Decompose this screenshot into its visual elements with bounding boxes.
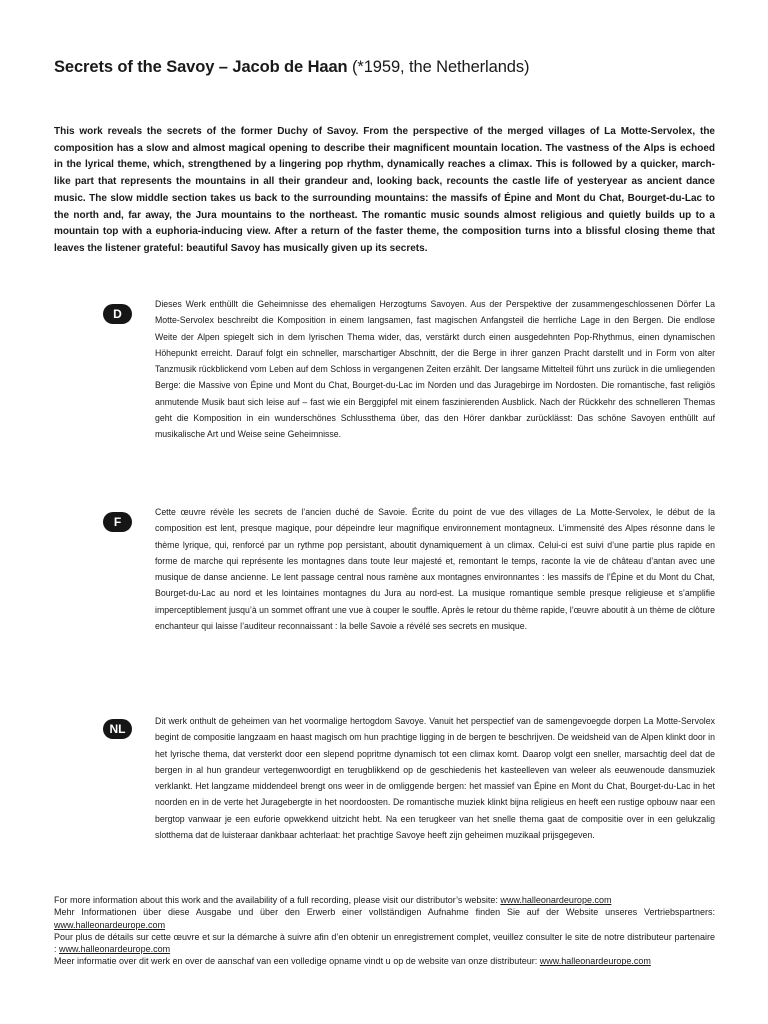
footer-line-en <box>54 894 715 906</box>
footer-info <box>54 894 715 968</box>
language-badge-fr: F <box>103 512 132 532</box>
footer-line-fr <box>54 931 715 956</box>
footer-text-nl: Meer informatie over dit werk en over de aanschaf van een volledige opname vindt u op de website van onze distributeur: <box>54 956 540 967</box>
distributor-link-en[interactable]: www.halleonardeurope.com <box>500 895 612 905</box>
dutch-text: Dit werk onthult de geheimen van het voormalige hertogdom Savoye. Vanuit het perspectief van de samengevoegde dorpen La Motte-Servolex begint de compositie langzaam en haast magisch om hun prachtige ligging in de bergen te beschrijven. De weidsheid van de Alpen klinkt door in het lyrische thema, dat versterkt door een slepend popritme dynamisch tot een climax komt. Daarop volgt een sneller, marsachtig deel dat de bergen in al hun grandeur vertegenwoordigt en terugblikkend op de geschiedenis het kasteelleven van weleer als eeuwenoude dansmuziek verklankt. Het langzame middendeel brengt ons weer in de omliggende bergen: het massief van Épine en Mont du Chat, Bourget-du-Lac in het noorden en in de verte het Juragebergte in het noordoosten. De romantische muziek klinkt bijna religieus en heeft een rustige opbouw naar een bergtop vanwaar je een euforie opwekkend uitzicht hebt. Na een terugkeer van het snelle thema gaat de compositie over in een gelukzalig slotthema dat de luisteraar dankbaar achterlaat: het prachtige Savoye heeft zijn geheimen muzikaal prijsgegeven. <box>155 716 715 841</box>
footer-line-de <box>54 906 715 931</box>
title-subtitle: (*1959, the Netherlands) <box>352 58 530 76</box>
footer-line-nl <box>54 955 715 967</box>
french-text: Cette œuvre révèle les secrets de l’ancien duché de Savoie. Écrite du point de vue des villages de La Motte-Servolex, le début de la composition est lent, presque magique, pour dépeindre leur magnifique environnement montagneux. L’immensité des Alpes résonne dans le thème lyrique, qui, renforcé par un rythme pop persistant, aboutit dynamiquement à un climax. Celui-ci est suivi d’une partie plus rapide en forme de marche qui représente les montagnes dans toute leur majesté et, remontant le temps, raconte la vie de château d’antan avec une musique de danse ancienne. Le lent passage central nous ramène aux montagnes environnantes : les massifs de l’Épine et du Mont du Chat, Bourget-du-Lac au nord et les lointaines montagnes du Jura au nord-est. La musique romantique semble presque religieuse et s’amplifie imperceptiblement jusqu’à un sommet offrant une vue à couper le souffle. Après le retour du thème rapide, l’œuvre aboutit à un thème de clôture enchanteur qui laisse l’auditeur reconnaissant : la belle Savoie a révélé ses secrets en musique. <box>155 507 715 632</box>
footer-text-en: For more information about this work and the availability of a full recording, please visit our distributor’s website: <box>54 895 501 905</box>
distributor-link-fr[interactable]: www.halleonardeurope.com <box>59 944 171 955</box>
footer-text-fr: Pour plus de détails sur cette œuvre et sur la démarche à suivre afin d’en obtenir un enregistrement complet, veuillez consulter le site de notre distributeur partenaire : <box>54 931 715 955</box>
page-title <box>54 58 734 77</box>
language-badge-de: D <box>103 304 132 324</box>
language-badge-nl: NL <box>103 719 132 739</box>
title-main: Secrets of the Savoy – Jacob de Haan <box>54 58 348 76</box>
footer-text-de: Mehr Informationen über diese Ausgabe und über den Erwerb einer vollständigen Aufnahme finden Sie auf der Website unseres Vertriebspartners: <box>54 907 715 918</box>
distributor-link-de[interactable]: www.halleonardeurope.com <box>54 919 166 930</box>
german-text: Dieses Werk enthüllt die Geheimnisse des ehemaligen Herzogtums Savoyen. Aus der Perspektive der zusammengeschlossenen Dörfer La Motte-Servolex beschreibt die Komposition in einem langsamen, fast magischen Anfangsteil die herrliche Lage in den Bergen. Die endlose Weite der Alpen spiegelt sich in dem lyrischen Thema wider, das, verstärkt durch einen ausgedehnten Pop-Rhythmus, einen dynamischen Höhepunkt erreicht. Darauf folgt ein schneller, marschartiger Abschnitt, der die Berge in ihrer ganzen Pracht darstellt und in Form von alter Tanzmusik rückblickend vom Leben auf dem Schloss in vergangenen Zeiten erzählt. Der langsame Mittelteil führt uns zurück in die umliegenden Berge: die Massive von Épine und Mont du Chat, Bourget-du-Lac im Norden und das Juragebirge im Nordosten. Die romantische, fast religiös anmutende Musik baut sich leise auf – fast wie ein Berggipfel mit einem faszinierenden Ausblick. Nach der Rückkehr des schnelleren Themas geht die Komposition in ein wunderschönes Schlussthema über, das den Hörer dankbar zurücklässt: Das schöne Savoyen enthüllt auf musikalische Art und Weise seine Geheimnisse. <box>155 299 715 440</box>
english-intro: This work reveals the secrets of the former Duchy of Savoy. From the perspective of the merged villages of La Motte-Servolex, the composition has a slow and almost magical opening to describe their magnificent mountain location. The vastness of the Alps is echoed in the lyrical theme, which, strengthened by a lingering pop rhythm, dynamically reaches a climax. This is followed by a quicker, march-like part that represents the mountains in all their grandeur and, looking back, recounts the castle life of yesteryear as ancient dance music. The slow middle section takes us back to the surrounding mountains: the massifs of Épine and Mont du Chat, Bourget-du-Lac to the north and, far away, the Jura mountains to the northeast. The romantic music sounds almost religious and quietly builds up to a mountain top with a euphoria-inducing view. After a return of the faster theme, the composition turns into a blissful closing theme that leaves the listener grateful: beautiful Savoy has musically given up its secrets. <box>54 126 715 254</box>
distributor-link-nl[interactable]: www.halleonardeurope.com <box>539 956 651 967</box>
